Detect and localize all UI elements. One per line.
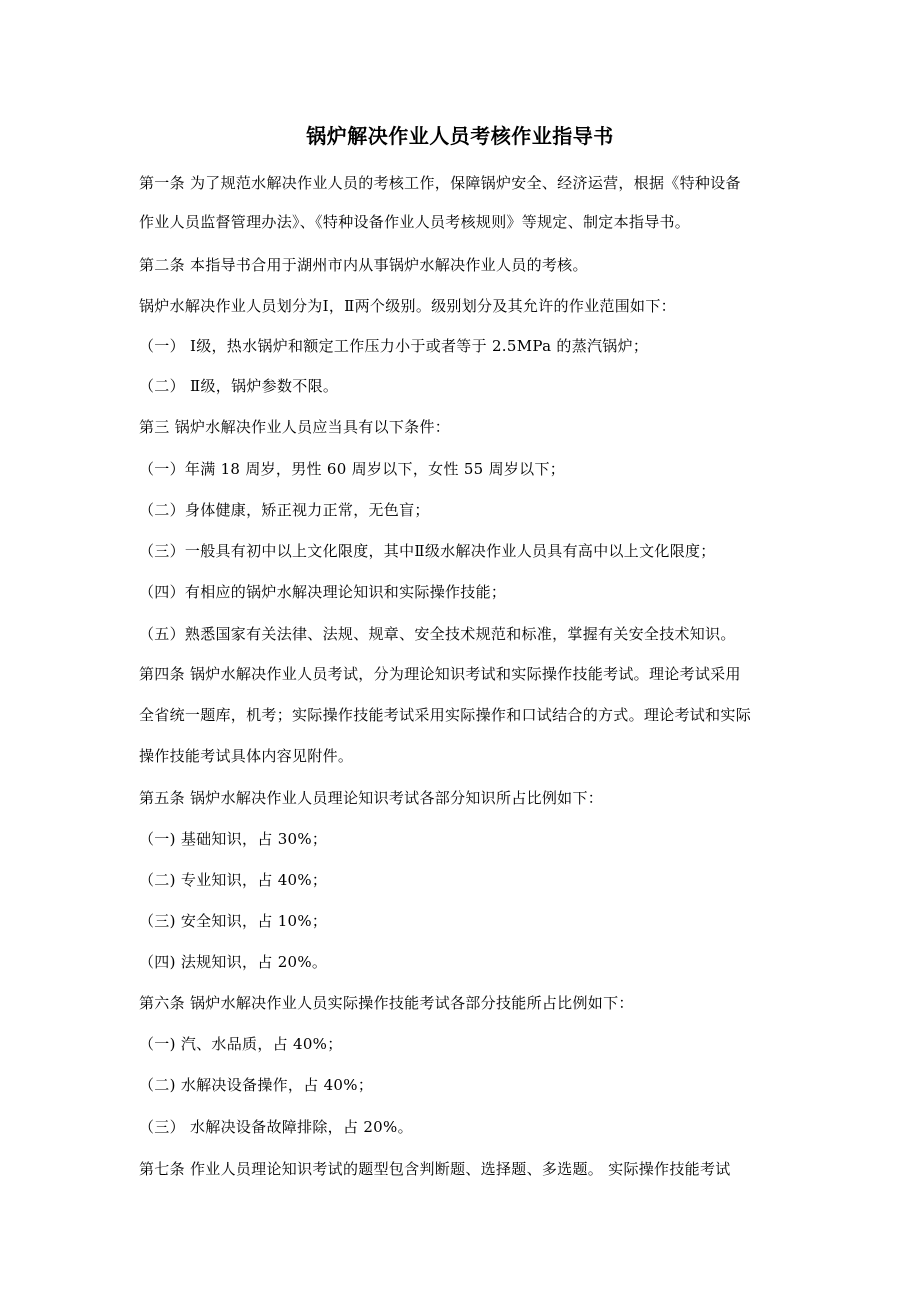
level-1-item: （一） Ⅰ级，热水锅炉和额定工作压力小于或者等于 2.5MPa 的蒸汽锅炉；	[139, 337, 649, 355]
article-4-line-1: 第四条 锅炉水解决作业人员考试，分为理论知识考试和实际操作技能考试。理论考试采用	[139, 665, 741, 683]
article-1-line-1: 第一条 为了规范水解决作业人员的考核工作，保障锅炉安全、经济运营，根据《特种设备	[139, 174, 741, 192]
level-division-line: 锅炉水解决作业人员划分为Ⅰ，Ⅱ两个级别。级别划分及其允许的作业范围如下：	[139, 297, 676, 315]
skill-item-2: （二) 水解决设备操作，占 40%；	[139, 1076, 374, 1094]
article-5-line: 第五条 锅炉水解决作业人员理论知识考试各部分知识所占比例如下：	[139, 789, 604, 807]
article-3-line: 第三 锅炉水解决作业人员应当具有以下条件：	[139, 418, 451, 436]
article-6-line: 第六条 锅炉水解决作业人员实际操作技能考试各部分技能所占比例如下：	[139, 994, 634, 1012]
article-2-line: 第二条 本指导书合用于湖州市内从事锅炉水解决作业人员的考核。	[139, 256, 588, 274]
skill-item-3: （三） 水解决设备故障排除，占 20%。	[139, 1118, 413, 1136]
theory-item-1: （一) 基础知识，占 30%；	[139, 830, 328, 848]
condition-item-1: （一）年满 18 周岁，男性 60 周岁以下，女性 55 周岁以下；	[139, 460, 566, 478]
condition-item-3: （三）一般具有初中以上文化限度，其中Ⅱ级水解决作业人员具有高中以上文化限度；	[139, 542, 716, 560]
condition-item-5: （五）熟悉国家有关法律、法规、规章、安全技术规范和标准，掌握有关安全技术知识。	[139, 625, 736, 643]
document-title: 锅炉解决作业人员考核作业指导书	[306, 124, 614, 148]
article-1-line-2: 作业人员监督管理办法》、《特种设备作业人员考核规则》等规定、制定本指导书。	[139, 213, 691, 231]
article-4-line-3: 操作技能考试具体内容见附件。	[139, 747, 354, 765]
article-4-line-2: 全省统一题库，机考；实际操作技能考试采用实际操作和口试结合的方式。理论考试和实际	[139, 706, 752, 724]
level-2-item: （二） Ⅱ级，锅炉参数不限。	[139, 377, 339, 395]
article-7-line: 第七条 作业人员理论知识考试的题型包含判断题、选择题、多选题。 实际操作技能考试	[139, 1160, 731, 1178]
skill-item-1: （一) 汽、水品质，占 40%；	[139, 1035, 343, 1053]
theory-item-2: （二) 专业知识，占 40%；	[139, 871, 328, 889]
theory-item-3: （三) 安全知识，占 10%；	[139, 912, 328, 930]
condition-item-4: （四）有相应的锅炉水解决理论知识和实际操作技能；	[139, 583, 507, 601]
theory-item-4: （四) 法规知识，占 20%。	[139, 953, 328, 971]
condition-item-2: （二）身体健康，矫正视力正常，无色盲；	[139, 501, 430, 519]
